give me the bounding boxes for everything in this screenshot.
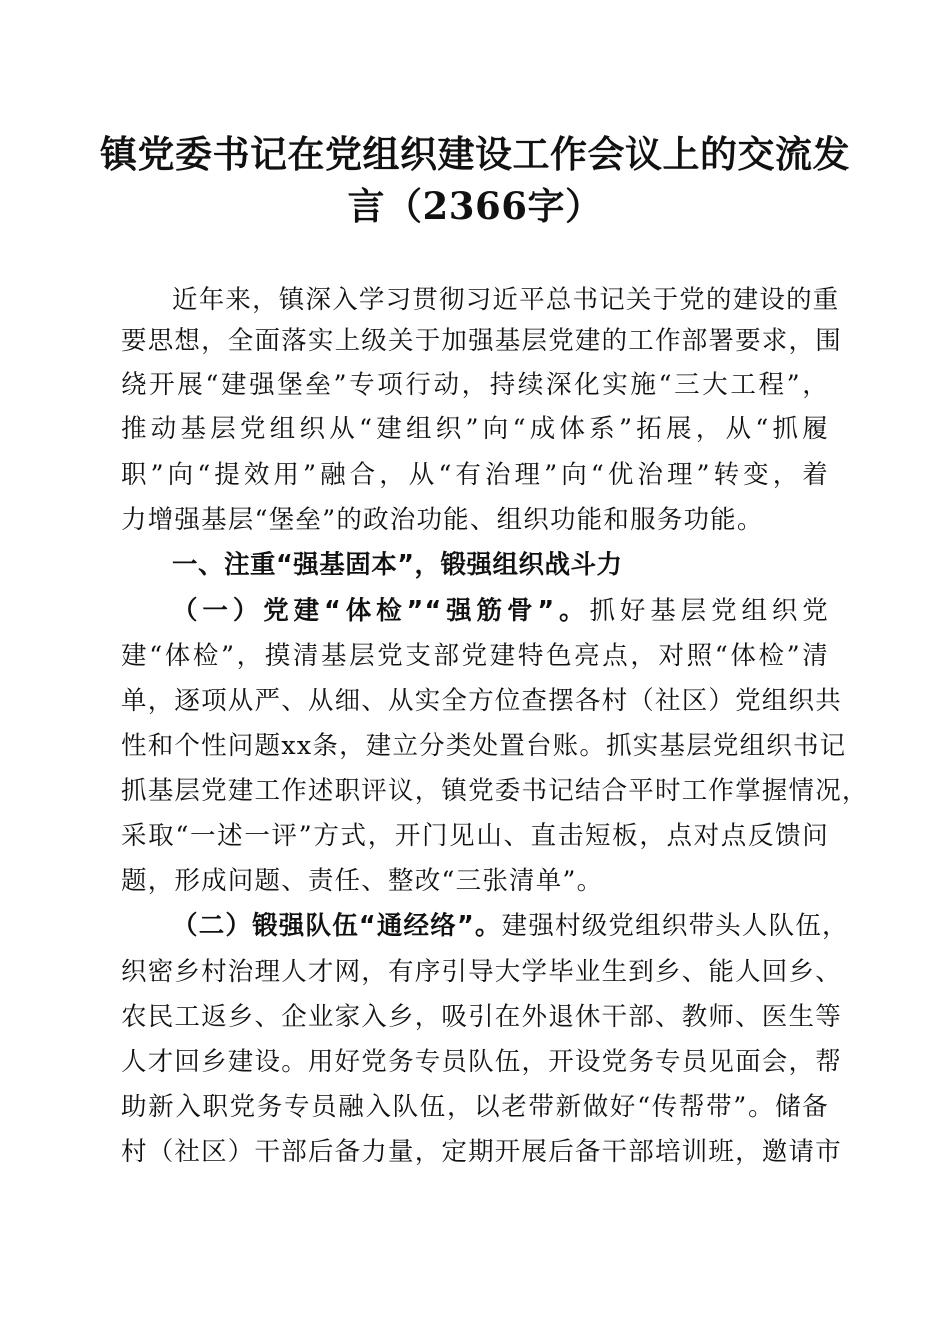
title-line-1: 镇党委书记在党组织建设工作会议上的交流发 xyxy=(100,132,850,176)
intro-line-5: 职”向“提效用”融合，从“有治理”向“优治理”转变，着 xyxy=(121,460,829,490)
sub-2-line-4: 人才回乡建设。用好党务专员队伍，开设党务专员见面会，帮 xyxy=(121,1047,842,1077)
sub-1-first-text: 抓好基层党组织党 xyxy=(589,596,829,626)
intro-line-2: 要思想，全面落实上级关于加强基层党建的工作部署要求，围 xyxy=(121,326,842,356)
sub-1-line-2: 建“体检”，摸清基层党支部党建特色亮点，对照“体检”清 xyxy=(121,641,829,671)
sub-2-heading: （二）锻强队伍“通经络”。 xyxy=(172,911,502,941)
sub-1-line-3: 单，逐项从严、从细、从实全方位查摆各村（社区）党组织共 xyxy=(121,686,842,716)
sub-2-line-5: 助新入职党务专员融入队伍，以老带新做好“传帮带”。储备 xyxy=(121,1092,829,1122)
sub-1-line-5: 抓基层党建工作述职评议，镇党委书记结合平时工作掌握情况， xyxy=(121,776,869,806)
sub-2-line-3: 农民工返乡、企业家入乡，吸引在外退休干部、教师、医生等 xyxy=(121,1002,842,1032)
sub-2-first-text: 建强村级党组织带头人队伍， xyxy=(501,911,849,941)
document-title xyxy=(100,128,850,232)
intro-line-3: 绕开展“建强堡垒”专项行动，持续深化实施“三大工程”， xyxy=(121,370,829,400)
section-1-heading: 一、注重“强基固本”，锻强组织战斗力 xyxy=(172,550,623,580)
sub-1-line-4: 性和个性问题xx条，建立分类处置台账。抓实基层党组织书记 xyxy=(121,731,847,761)
sub-2-first-line xyxy=(172,909,849,943)
sub-2-line-2: 织密乡村治理人才网，有序引导大学毕业生到乡、能人回乡、 xyxy=(121,957,842,987)
title-line-2: 言（2366字） xyxy=(347,184,603,228)
sub-1-line-6: 采取“一述一评”方式，开门见山、直击短板，点对点反馈问 xyxy=(121,821,829,851)
intro-line-6: 力增强基层“堡垒”的政治功能、组织功能和服务功能。 xyxy=(121,505,764,535)
sub-2-line-6: 村（社区）干部后备力量，定期开展后备干部培训班，邀请市 xyxy=(121,1137,842,1167)
intro-line-4: 推动基层党组织从“建组织”向“成体系”拓展，从“抓履 xyxy=(121,414,829,444)
sub-1-heading: （一）党建“体检”“强筋骨”。 xyxy=(172,596,590,626)
sub-1-first-line xyxy=(172,594,829,628)
intro-line-1: 近年来，镇深入学习贯彻习近平总书记关于党的建设的重 xyxy=(172,285,840,315)
sub-1-line-7: 题，形成问题、责任、整改“三张清单”。 xyxy=(121,866,604,896)
